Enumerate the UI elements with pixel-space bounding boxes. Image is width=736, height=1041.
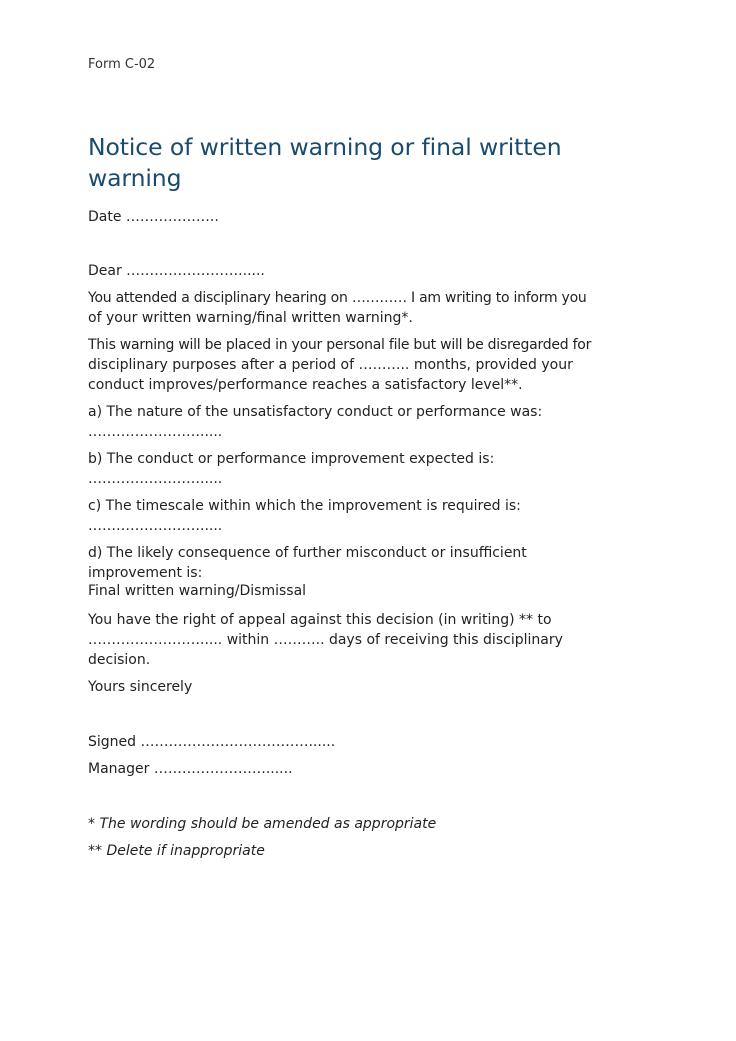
item-d-line-3: Final written warning/Dismissal (88, 583, 307, 599)
item-d-line-2: improvement is: (88, 565, 203, 581)
paragraph-warning-line-3: conduct improves/performance reaches a satisfactory level**. (88, 377, 523, 393)
appeal-line-1: You have the right of appeal against this decision (in writing) ** to (88, 612, 552, 628)
item-b-line-1: b) The conduct or performance improvement expected is: (88, 451, 495, 467)
page-title: Notice of written warning or final written warning (88, 133, 562, 192)
item-c-line-1: c) The timescale within which the improvement is required is: (88, 498, 521, 514)
salutation-line: Dear ……………………...... (88, 263, 265, 279)
item-c-blank: ……………………..... (88, 518, 223, 534)
date-line: Date ……………….. (88, 209, 219, 225)
form-code: Form C-02 (88, 57, 156, 72)
item-d-line-1: d) The likely consequence of further misconduct or insufficient (88, 545, 527, 561)
paragraph-hearing-line-2: of your written warning/final written warning*. (88, 310, 413, 326)
footnote-delete: ** Delete if inappropriate (88, 843, 265, 859)
paragraph-hearing-line-1: You attended a disciplinary hearing on ………… I am writing to inform you (88, 290, 587, 306)
item-b-blank: ……………………..... (88, 471, 223, 487)
signed-line: Signed ………………………………...... (88, 734, 336, 750)
item-a-blank: ……………………..... (88, 424, 223, 440)
paragraph-warning-line-1: This warning will be placed in your personal file but will be disregarded for (88, 337, 592, 353)
footnote-amend: * The wording should be amended as appropriate (88, 816, 437, 832)
manager-line: Manager ……………………...... (88, 761, 293, 777)
closing-line: Yours sincerely (88, 679, 193, 695)
appeal-line-2: ……………………..... within ……….. days of receiving this disciplinary (88, 632, 563, 648)
paragraph-warning-line-2: disciplinary purposes after a period of ……….. months, provided your (88, 357, 573, 373)
appeal-line-3: decision. (88, 652, 151, 668)
item-a-line-1: a) The nature of the unsatisfactory conduct or performance was: (88, 404, 543, 420)
